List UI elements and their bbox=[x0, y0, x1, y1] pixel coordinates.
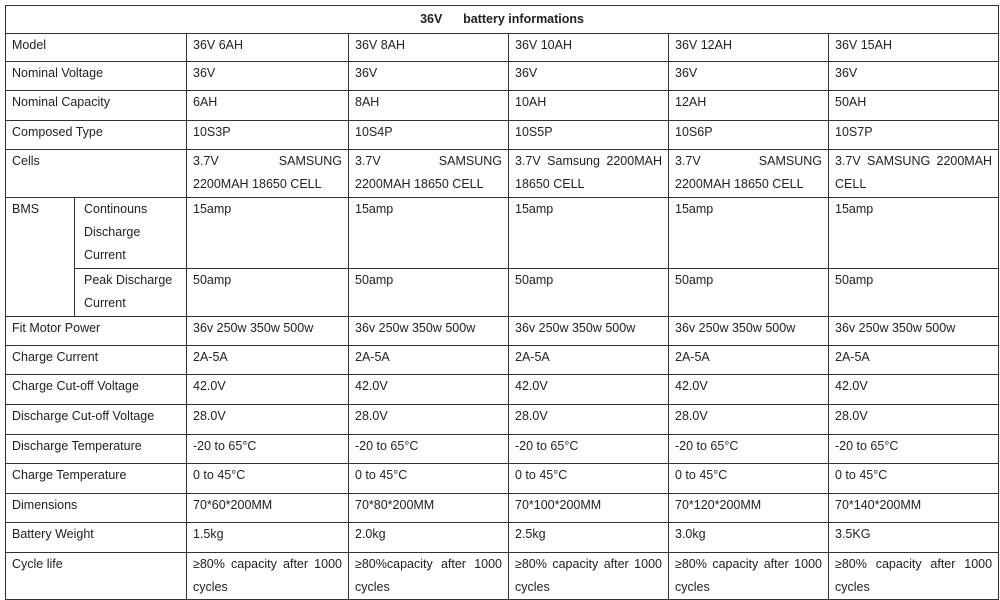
cell-value: 36v 250w 350w 500w bbox=[829, 317, 999, 346]
cell-value: 50amp bbox=[349, 269, 509, 317]
cell-value: 15amp bbox=[509, 198, 669, 269]
table-row-composed-type bbox=[6, 121, 999, 150]
row-label: Discharge Cut-off Voltage bbox=[6, 405, 187, 435]
cell-value: 50amp bbox=[187, 269, 349, 317]
row-label: Fit Motor Power bbox=[6, 317, 187, 346]
cell-value: 8AH bbox=[349, 91, 509, 121]
title-row bbox=[6, 6, 999, 34]
cell-value: 3.0kg bbox=[669, 523, 829, 553]
cell-value: 50amp bbox=[829, 269, 999, 317]
cell-value: 3.7V SAMSUNG 2200MAH 18650 CELL bbox=[187, 150, 349, 198]
cell-value: 2.5kg bbox=[509, 523, 669, 553]
cell-value: -20 to 65°C bbox=[187, 435, 349, 464]
cell-value: 50amp bbox=[509, 269, 669, 317]
cell-value: 70*140*200MM bbox=[829, 494, 999, 523]
cell-value: 28.0V bbox=[669, 405, 829, 435]
cell-value: 0 to 45°C bbox=[349, 464, 509, 494]
table-row-bms-peak-discharge-current bbox=[6, 269, 999, 317]
cell-value: 42.0V bbox=[509, 375, 669, 405]
cell-value: 15amp bbox=[187, 198, 349, 269]
cell-value: -20 to 65°C bbox=[669, 435, 829, 464]
row-label: Charge Cut-off Voltage bbox=[6, 375, 187, 405]
cell-value: ≥80% capacity after 1000 cycles bbox=[187, 553, 349, 600]
cell-value: ≥80% capacity after 1000 cycles bbox=[829, 553, 999, 600]
cell-value: 50AH bbox=[829, 91, 999, 121]
table-row-dimensions bbox=[6, 494, 999, 523]
cell-value: 70*60*200MM bbox=[187, 494, 349, 523]
cell-value: 2A-5A bbox=[829, 346, 999, 375]
cell-value: 42.0V bbox=[187, 375, 349, 405]
table-row-nominal-capacity bbox=[6, 91, 999, 121]
row-label: Battery Weight bbox=[6, 523, 187, 553]
cell-value: 42.0V bbox=[829, 375, 999, 405]
table-row-charge-current bbox=[6, 346, 999, 375]
cell-value: 2A-5A bbox=[669, 346, 829, 375]
cell-value: -20 to 65°C bbox=[509, 435, 669, 464]
row-label: Nominal Voltage bbox=[6, 62, 187, 91]
cell-value: 0 to 45°C bbox=[669, 464, 829, 494]
cell-value: 50amp bbox=[669, 269, 829, 317]
bms-sub-label: Continouns Discharge Current bbox=[75, 198, 187, 269]
row-label: Cells bbox=[6, 150, 187, 198]
cell-value: ≥80%capacity after 1000 cycles bbox=[349, 553, 509, 600]
cell-value: 36V 10AH bbox=[509, 34, 669, 62]
cell-value: 28.0V bbox=[509, 405, 669, 435]
cell-value: 0 to 45°C bbox=[509, 464, 669, 494]
cell-value: 2.0kg bbox=[349, 523, 509, 553]
cell-value: -20 to 65°C bbox=[829, 435, 999, 464]
cell-value: 70*100*200MM bbox=[509, 494, 669, 523]
table-row-discharge-temperature bbox=[6, 435, 999, 464]
cell-value: 70*120*200MM bbox=[669, 494, 829, 523]
table-row-model bbox=[6, 34, 999, 62]
row-label: Model bbox=[6, 34, 187, 62]
cell-value: 36V bbox=[187, 62, 349, 91]
cell-value: 42.0V bbox=[349, 375, 509, 405]
cell-value: 36v 250w 350w 500w bbox=[509, 317, 669, 346]
cell-value: 15amp bbox=[829, 198, 999, 269]
cell-value: 3.7V SAMSUNG 2200MAH 18650 CELL bbox=[669, 150, 829, 198]
battery-spec-table bbox=[5, 5, 999, 600]
cell-value: 28.0V bbox=[187, 405, 349, 435]
cell-value: 1.5kg bbox=[187, 523, 349, 553]
table-title: 36V battery informations bbox=[6, 6, 999, 34]
cell-value: 0 to 45°C bbox=[829, 464, 999, 494]
cell-value: 28.0V bbox=[349, 405, 509, 435]
cell-value: 36V bbox=[669, 62, 829, 91]
cell-value: 2A-5A bbox=[349, 346, 509, 375]
row-label: Charge Temperature bbox=[6, 464, 187, 494]
cell-value: 36v 250w 350w 500w bbox=[669, 317, 829, 346]
cell-value: 36V 15AH bbox=[829, 34, 999, 62]
bms-sub-label: Peak Discharge Current bbox=[75, 269, 187, 317]
cell-value: 3.7V Samsung 2200MAH 18650 CELL bbox=[509, 150, 669, 198]
cell-value: ≥80% capacity after 1000 cycles bbox=[509, 553, 669, 600]
row-label: Cycle life bbox=[6, 553, 187, 600]
cell-value: 36V 6AH bbox=[187, 34, 349, 62]
cell-value: 6AH bbox=[187, 91, 349, 121]
table-row-bms-continouns-discharge-current bbox=[6, 198, 999, 269]
cell-value: 12AH bbox=[669, 91, 829, 121]
table-row-cells bbox=[6, 150, 999, 198]
cell-value: 36V bbox=[509, 62, 669, 91]
cell-value: 36V bbox=[829, 62, 999, 91]
cell-value: 70*80*200MM bbox=[349, 494, 509, 523]
cell-value: 42.0V bbox=[669, 375, 829, 405]
row-label-bms: BMS bbox=[6, 198, 75, 317]
cell-value: 3.7V SAMSUNG 2200MAH CELL bbox=[829, 150, 999, 198]
table-row-charge-cut-off-voltage bbox=[6, 375, 999, 405]
cell-value: 3.7V SAMSUNG 2200MAH 18650 CELL bbox=[349, 150, 509, 198]
cell-value: 36V bbox=[349, 62, 509, 91]
table-row-fit-motor-power bbox=[6, 317, 999, 346]
cell-value: 2A-5A bbox=[509, 346, 669, 375]
row-label: Discharge Temperature bbox=[6, 435, 187, 464]
cell-value: 10S5P bbox=[509, 121, 669, 150]
cell-value: 36V 12AH bbox=[669, 34, 829, 62]
cell-value: 10S4P bbox=[349, 121, 509, 150]
cell-value: 10AH bbox=[509, 91, 669, 121]
row-label: Nominal Capacity bbox=[6, 91, 187, 121]
cell-value: 2A-5A bbox=[187, 346, 349, 375]
cell-value: 10S3P bbox=[187, 121, 349, 150]
cell-value: 10S7P bbox=[829, 121, 999, 150]
cell-value: ≥80% capacity after 1000 cycles bbox=[669, 553, 829, 600]
cell-value: 3.5KG bbox=[829, 523, 999, 553]
cell-value: 10S6P bbox=[669, 121, 829, 150]
table-row-charge-temperature bbox=[6, 464, 999, 494]
cell-value: 28.0V bbox=[829, 405, 999, 435]
table-row-discharge-cut-off-voltage bbox=[6, 405, 999, 435]
row-label: Composed Type bbox=[6, 121, 187, 150]
row-label: Dimensions bbox=[6, 494, 187, 523]
cell-value: 36V 8AH bbox=[349, 34, 509, 62]
cell-value: 36v 250w 350w 500w bbox=[187, 317, 349, 346]
table-row-nominal-voltage bbox=[6, 62, 999, 91]
table-row-battery-weight bbox=[6, 523, 999, 553]
cell-value: 36v 250w 350w 500w bbox=[349, 317, 509, 346]
cell-value: -20 to 65°C bbox=[349, 435, 509, 464]
cell-value: 15amp bbox=[669, 198, 829, 269]
table-row-cycle-life bbox=[6, 553, 999, 600]
cell-value: 15amp bbox=[349, 198, 509, 269]
row-label: Charge Current bbox=[6, 346, 187, 375]
cell-value: 0 to 45°C bbox=[187, 464, 349, 494]
